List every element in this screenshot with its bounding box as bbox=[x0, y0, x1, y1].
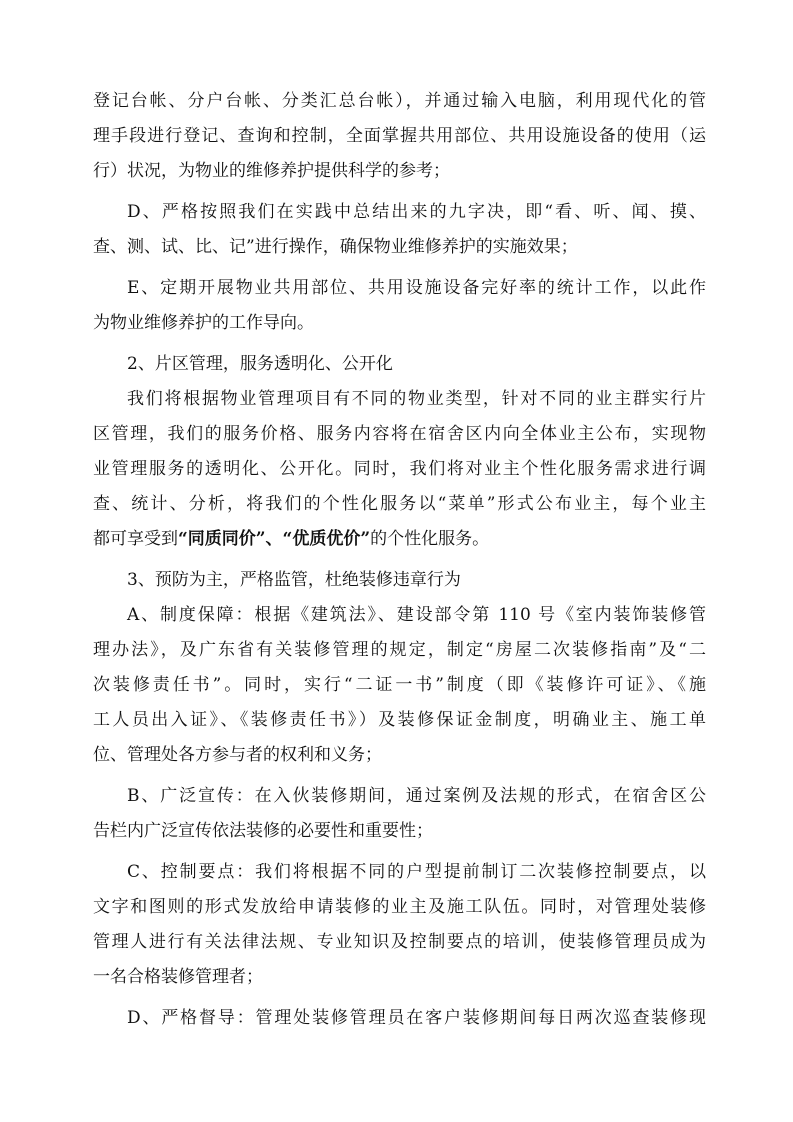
text-line: 文字和图则的形式发放给申请装修的业主及施工队伍。同时，对管理处装修 bbox=[93, 897, 706, 917]
text-line: 登记台帐、分户台帐、分类汇总台帐），并通过输入电脑，利用现代化的管 bbox=[93, 91, 706, 111]
section-heading-zone-management bbox=[93, 347, 706, 382]
text-line: 查、测、试、比、记”进行操作，确保物业维修养护的实施效果； bbox=[93, 237, 578, 257]
text-line: 管理人进行有关法律法规、专业知识及控制要点的培训，使装修管理员成为 bbox=[93, 932, 706, 952]
text-line: 为物业维修养护的工作导向。 bbox=[93, 313, 314, 333]
section-heading-renovation bbox=[93, 563, 706, 598]
text-line: 区管理，我们的服务价格、服务内容将在宿舍区内向全体业主公布，实现物 bbox=[93, 424, 706, 444]
text-line: 一名合格装修管理者； bbox=[93, 967, 263, 987]
paragraph-publicity bbox=[93, 779, 706, 849]
paragraph-nine-word-rule bbox=[93, 195, 706, 265]
text-line: B、广泛宣传：在入伙装修期间，通过案例及法规的形式，在宿舍区公 bbox=[127, 786, 706, 806]
text-line: C、控制要点：我们将根据不同的户型提前制订二次装修控制要点，以 bbox=[127, 862, 706, 882]
emphasis-text: “同质同价”、“优质优价” bbox=[178, 529, 371, 549]
text-line: E、定期开展物业共用部位、共用设施设备完好率的统计工作，以此作 bbox=[127, 278, 706, 298]
text-line: 我们将根据物业管理项目有不同的物业类型，针对不同的业主群实行片 bbox=[127, 389, 706, 409]
text-line: 理办法》，及广东省有关装修管理的规定，制定“房屋二次装修指南”及“二 bbox=[93, 640, 706, 660]
heading-line: 3、预防为主，严格监管，杜绝装修违章行为 bbox=[127, 570, 461, 590]
text-line: 查、统计、分析，将我们的个性化服务以“菜单”形式公布业主，每个业主 bbox=[93, 494, 706, 514]
text-segment: 都可享受到 bbox=[93, 529, 178, 549]
text-line: D、严格按照我们在实践中总结出来的九字决，即“看、听、闻、摸、 bbox=[127, 202, 706, 222]
text-line: 工人员出入证》、《装修责任书》）及装修保证金制度，明确业主、施工单 bbox=[93, 710, 706, 730]
text-line: 位、管理处各方参与者的权利和义务； bbox=[93, 745, 382, 765]
text-segment: 的个性化服务。 bbox=[370, 529, 490, 549]
text-line: 告栏内广泛宣传依法装修的必要性和重要性； bbox=[93, 821, 433, 841]
paragraph-registry bbox=[93, 84, 706, 189]
paragraph-zone-management bbox=[93, 382, 706, 557]
text-line bbox=[93, 522, 706, 557]
text-line: 次装修责任书”。同时，实行“二证一书”制度（即《装修许可证》、《施 bbox=[93, 675, 706, 695]
paragraph-system-guarantee bbox=[93, 598, 706, 773]
document-body bbox=[93, 84, 706, 1036]
paragraph-supervision bbox=[93, 1001, 706, 1036]
text-line: 业管理服务的透明化、公开化。同时，我们将对业主个性化服务需求进行调 bbox=[93, 459, 706, 479]
heading-line: 2、片区管理，服务透明化、公开化 bbox=[127, 354, 393, 374]
paragraph-control-points bbox=[93, 855, 706, 995]
text-line: A、制度保障：根据《建筑法》、建设部令第 110 号《室内装饰装修管 bbox=[127, 605, 706, 625]
paragraph-statistics bbox=[93, 271, 706, 341]
text-line: 理手段进行登记、查询和控制，全面掌握共用部位、共用设施设备的使用（运 bbox=[93, 126, 706, 146]
text-line: 行）状况，为物业的维修养护提供科学的参考； bbox=[93, 161, 450, 181]
text-line: D、严格督导：管理处装修管理员在客户装修期间每日两次巡查装修现 bbox=[127, 1008, 706, 1028]
